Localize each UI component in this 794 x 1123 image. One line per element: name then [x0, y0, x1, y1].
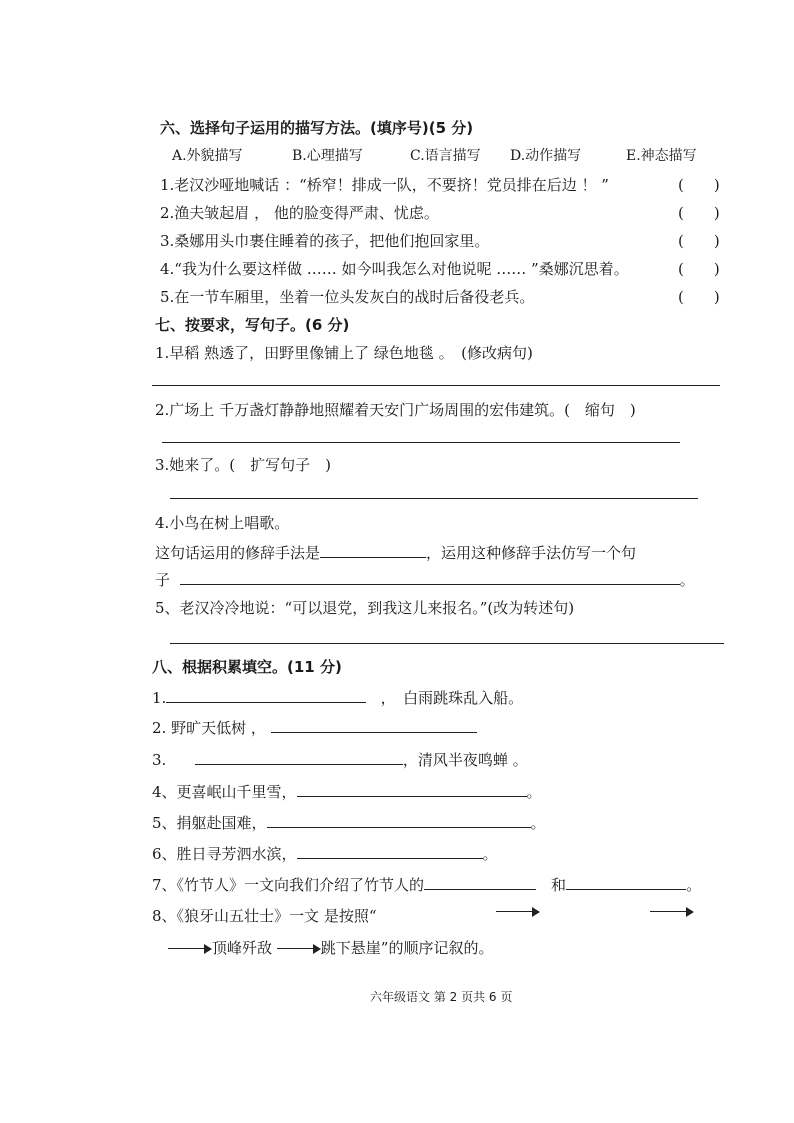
section-7-title: 七、按要求，写句子。(6 分): [155, 316, 350, 334]
s6-item-2: 2.渔夫皱起眉 ， 他的脸变得严肃、忧虑。: [160, 204, 439, 222]
bamboo-blank-2[interactable]: [566, 875, 686, 890]
s6-item-4: 4.“我为什么要这样做 …… 如今叫我怎么对他说呢 …… ”桑娜沉思着。: [160, 260, 629, 278]
s6-item-1: 1.老汉沙哑地喊话 ：“桥窄！排成一队，不要挤！党员排在后边 ！ ”: [160, 176, 609, 194]
s6-answer-2[interactable]: ( ): [678, 204, 720, 222]
s7-q4-end: 。: [679, 571, 695, 589]
s8-l1-text: ， 白雨跳珠乱入船。: [380, 689, 524, 707]
poem-blank-4[interactable]: [297, 782, 527, 797]
s6-answer-4[interactable]: ( ): [678, 260, 720, 278]
s6-item-3: 3.桑娜用头巾裹住睡着的孩子，把他们抱回家里。: [160, 232, 490, 250]
s8-l7-text: 7、《竹节人》一文向我们介绍了竹节人的: [152, 876, 425, 894]
s7-q4-rhetoric: [155, 543, 636, 563]
bamboo-blank-1[interactable]: [424, 875, 536, 890]
s7-q4-prompt: 这句话运用的修辞手法是: [155, 544, 321, 562]
option-e: E.神态描写: [626, 148, 697, 164]
s7-q4-zi: 子: [155, 571, 171, 589]
s8-l4-text: 4、更喜岷山千里雪，: [152, 783, 297, 801]
arrow-right-icon: [650, 907, 694, 917]
s7-q4-imitate: [155, 570, 695, 590]
s8-l3-text: ，清风半夜鸣蝉 。: [402, 751, 528, 769]
poem-blank-2[interactable]: [271, 718, 477, 733]
s7-q1-answer-line[interactable]: [152, 385, 720, 386]
s8-l3-num: 3.: [152, 751, 167, 769]
poem-blank-3[interactable]: [195, 750, 403, 765]
s7-q3: 3.她来了。( 扩写句子 ): [155, 456, 332, 474]
s8-l9-a: 顶峰歼敌: [212, 939, 273, 957]
poem-blank-1[interactable]: [166, 688, 366, 703]
s6-answer-3[interactable]: ( ): [678, 232, 720, 250]
s8-l7-end: 。: [686, 876, 702, 894]
s8-l5-text: 5、捐躯赴国难，: [152, 814, 267, 832]
s7-q3-answer-line[interactable]: [170, 498, 698, 499]
s8-l7-and: 和: [536, 876, 567, 894]
s8-line-1: [152, 688, 523, 708]
imitate-sentence-blank[interactable]: [180, 570, 680, 585]
arrow-right-icon: [277, 944, 321, 954]
s8-line-4: [152, 782, 542, 802]
s7-q4: 4.小鸟在树上唱歌。: [155, 514, 290, 532]
s8-line-9: [168, 938, 493, 958]
section-6-title: 六、选择句子运用的描写方法。(填序号)(5 分): [160, 119, 474, 137]
s8-line-3: [152, 750, 528, 770]
s7-q5-answer-line[interactable]: [170, 643, 724, 644]
poem-blank-6[interactable]: [297, 844, 483, 859]
s8-line-6: [152, 844, 498, 864]
poem-blank-5[interactable]: [267, 813, 531, 828]
s8-l5-end: 。: [530, 814, 546, 832]
s8-line-5: [152, 813, 546, 833]
page-footer: 六年级语文 第 2 页共 6 页: [370, 990, 513, 1004]
s6-answer-5[interactable]: ( ): [678, 288, 720, 306]
s6-answer-1[interactable]: ( ): [678, 176, 720, 194]
s8-line-2: [152, 718, 477, 738]
option-b: B.心理描写: [292, 148, 363, 164]
s7-q1: 1.早稻 熟透了，田野里像铺上了 绿色地毯 。 (修改病句): [155, 344, 533, 362]
option-c: C.语言描写: [410, 148, 481, 164]
s8-line-7: [152, 875, 701, 895]
s8-l2-text: 2. 野旷天低树 ，: [152, 719, 266, 737]
rhetoric-blank[interactable]: [320, 543, 426, 558]
s6-item-5: 5.在一节车厢里，坐着一位头发灰白的战时后备役老兵。: [160, 288, 535, 306]
s8-line-8: 8、《狼牙山五壮士》一文 是按照“: [152, 907, 377, 925]
s7-q4-continue: ，运用这种修辞手法仿写一个句: [426, 544, 637, 562]
section-8-title: 八、根据积累填空。(11 分): [152, 658, 342, 676]
s8-l9-b: 跳下悬崖”的顺序记叙的。: [320, 939, 494, 957]
s7-q2-answer-line[interactable]: [162, 442, 680, 443]
s8-l6-text: 6、胜日寻芳泗水滨，: [152, 845, 297, 863]
arrow-right-icon: [168, 944, 212, 954]
arrow-right-icon: [496, 907, 540, 917]
s8-l4-end: 。: [526, 783, 542, 801]
s7-q2: 2.广场上 千万盏灯静静地照耀着天安门广场周围的宏伟建筑。( 缩句 ): [155, 401, 636, 419]
option-d: D.动作描写: [510, 148, 582, 164]
s8-l6-end: 。: [482, 845, 498, 863]
s7-q5: 5、老汉冷冷地说：“可以退党，到我这儿来报名。”(改为转述句): [155, 599, 575, 617]
option-a: A.外貌描写: [172, 148, 243, 164]
s8-l1-num: 1.: [152, 689, 167, 707]
